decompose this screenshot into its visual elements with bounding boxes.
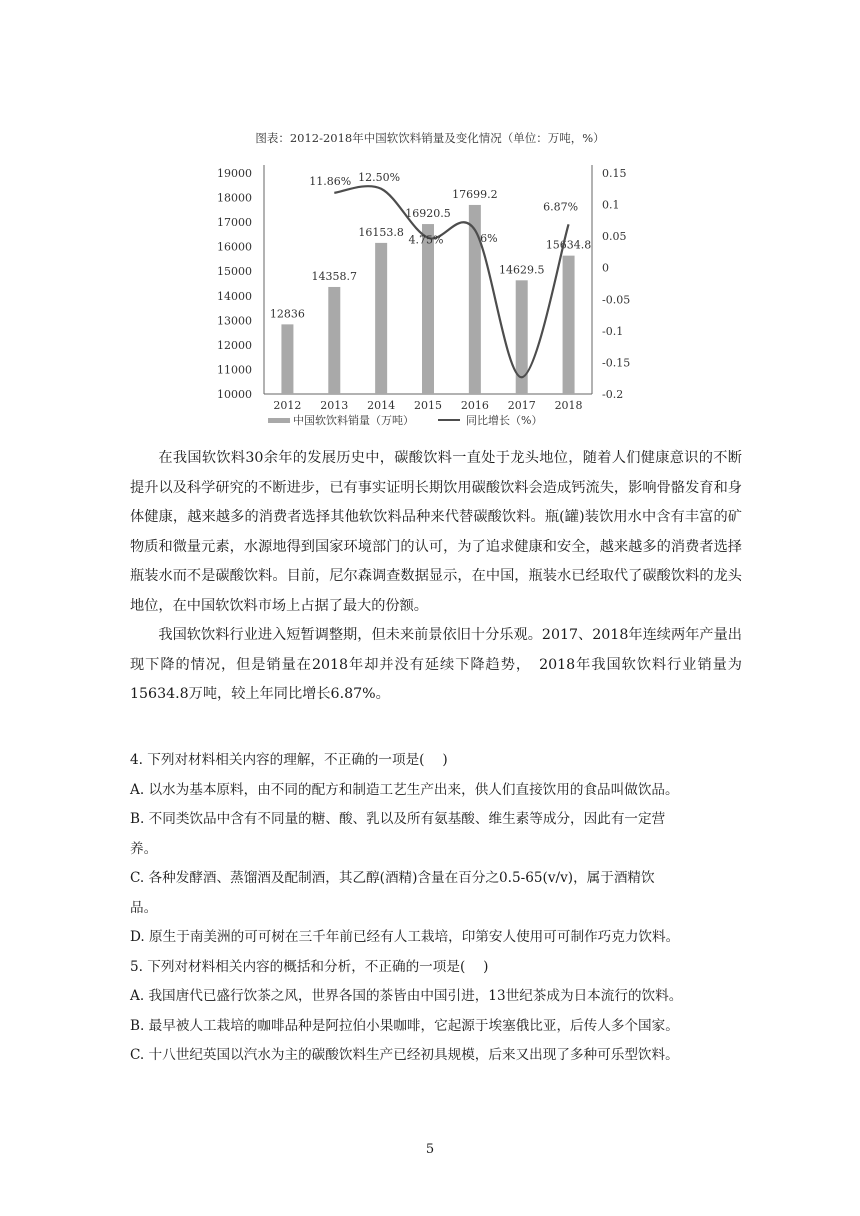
x-tick-label: 2017 xyxy=(507,399,536,412)
y-tick-label-right: -0.05 xyxy=(602,293,631,307)
bar-data-label: 14358.7 xyxy=(311,269,358,283)
x-tick-label: 2018 xyxy=(554,399,583,412)
x-tick-label: 2015 xyxy=(414,399,442,412)
material-text xyxy=(130,444,742,710)
question-4-option-b-cont: 养。 xyxy=(130,840,158,857)
bar-data-label: 17699.2 xyxy=(452,187,498,201)
y-tick-label-right: -0.15 xyxy=(602,356,631,370)
paragraph-carbonated-drinks: 在我国软饮料30余年的发展历史中，碳酸饮料一直处于龙头地位，随着人们健康意识的不断提升以及科学研究的不断进步，已有事实证明长期饮用碳酸饮料会造成钙流失，影响骨骼发育和身体健康，越来越多的消费者选择其他软饮料品种来代替碳酸饮料。瓶(罐)装饮用水中含有丰富的矿物质和微量元素，水源地得到国家环境部门的认可，为了追求健康和安全，越来越多的消费者选择瓶装水而不是碳酸饮料。目前，尼尔森调查数据显示，在中国，瓶装水已经取代了碳酸饮料的龙头地位，在中国软饮料市场上占据了最大的份额。 xyxy=(130,450,742,614)
line-data-label: 11.86% xyxy=(309,174,352,188)
y-tick-label-left: 15000 xyxy=(217,265,252,279)
question-4-option-d: D. 原生于南美洲的可可树在三千年前已经有人工栽培，印第安人使用可可制作巧克力饮料。 xyxy=(130,929,680,945)
line-data-label: 6.87% xyxy=(543,200,579,214)
question-5-option-b: B. 最早被人工栽培的咖啡品种是阿拉伯小果咖啡，它起源于埃塞俄比亚，后传人多个国家。 xyxy=(130,1017,679,1034)
y-tick-label-right: 0.05 xyxy=(602,230,627,244)
question-4-option-c: C. 各种发酵酒、蒸馏酒及配制酒，其乙醇(酒精)含量在百分之0.5-65(v/v)，属于酒精饮 xyxy=(130,870,655,886)
bar xyxy=(563,256,575,394)
question-4-option-a: A. 以水为基本原料，由不同的配方和制造工艺生产出来，供人们直接饮用的食品叫做饮品。 xyxy=(130,781,679,798)
growth-line xyxy=(334,186,568,377)
question-5-stem: 5. 下列对材料相关内容的概括和分析，不正确的一项是( ) xyxy=(130,958,489,975)
legend-line-label: 同比增长（%） xyxy=(466,414,543,427)
y-tick-label-right: -0.1 xyxy=(602,324,624,338)
question-4-option-c-cont: 品。 xyxy=(130,899,158,916)
line-data-label: 6% xyxy=(480,231,498,245)
questions xyxy=(130,746,750,1071)
y-tick-label-right: 0.1 xyxy=(602,198,620,212)
chart-canvas xyxy=(0,0,860,440)
y-tick-label-left: 17000 xyxy=(217,216,252,230)
line-data-label: 12.50% xyxy=(358,170,401,184)
bar-data-label: 14629.5 xyxy=(498,263,545,277)
y-tick-label-left: 12000 xyxy=(217,338,252,352)
page-number: 5 xyxy=(425,1142,435,1157)
x-tick-label: 2014 xyxy=(367,399,396,412)
y-tick-label-left: 10000 xyxy=(217,388,252,401)
x-tick-label: 2016 xyxy=(460,399,489,412)
legend-bar-label: 中国软饮料销量（万吨） xyxy=(293,414,414,427)
bar-data-label: 12836 xyxy=(269,307,305,321)
bar-data-label: 16920.5 xyxy=(405,207,451,221)
y-tick-label-right: 0.15 xyxy=(602,167,627,180)
y-tick-label-left: 13000 xyxy=(217,314,252,328)
y-tick-label-right: -0.2 xyxy=(602,388,624,401)
bar xyxy=(375,243,387,394)
y-tick-label-right: 0 xyxy=(602,261,609,275)
y-tick-label-left: 19000 xyxy=(217,167,252,180)
sales-chart xyxy=(0,0,860,440)
bar xyxy=(422,224,434,394)
paragraph-industry-outlook: 我国软饮料行业进入短暂调整期，但未来前景依旧十分乐观。2017、2018年连续两年产量出现下降的情况，但是销量在2018年却并没有延续下降趋势， 2018年我国软饮料行业销量为15634.8万吨，较上年同比增长6.87%。 xyxy=(130,627,742,702)
bar-data-label: 16153.8 xyxy=(358,225,404,239)
x-tick-label: 2013 xyxy=(320,399,349,412)
bar xyxy=(281,324,293,394)
chart-title: 图表：2012-2018年中国软饮料销量及变化情况（单位：万吨，%） xyxy=(255,131,605,145)
bar-data-label: 15634.8 xyxy=(545,238,592,252)
y-tick-label-left: 16000 xyxy=(217,240,252,254)
line-data-label: 4.75% xyxy=(408,233,444,247)
y-tick-label-left: 18000 xyxy=(217,191,252,205)
question-5-option-a: A. 我国唐代已盛行饮茶之风，世界各国的茶皆由中国引进，13世纪茶成为日本流行的饮料。 xyxy=(130,988,683,1004)
bar xyxy=(469,205,481,394)
question-5-option-c: C. 十八世纪英国以汽水为主的碳酸饮料生产已经初具规模，后来又出现了多种可乐型饮料。 xyxy=(130,1047,679,1063)
y-tick-label-left: 11000 xyxy=(217,363,252,377)
bar xyxy=(328,287,340,394)
y-tick-label-left: 14000 xyxy=(217,289,252,303)
legend-bar-swatch xyxy=(268,418,290,423)
x-tick-label: 2012 xyxy=(273,399,302,412)
question-4-option-b: B. 不同类饮品中含有不同量的糖、酸、乳以及所有氨基酸、维生素等成分，因此有一定营 xyxy=(130,811,666,827)
question-4-stem: 4. 下列对材料相关内容的理解，不正确的一项是( ) xyxy=(130,752,448,768)
